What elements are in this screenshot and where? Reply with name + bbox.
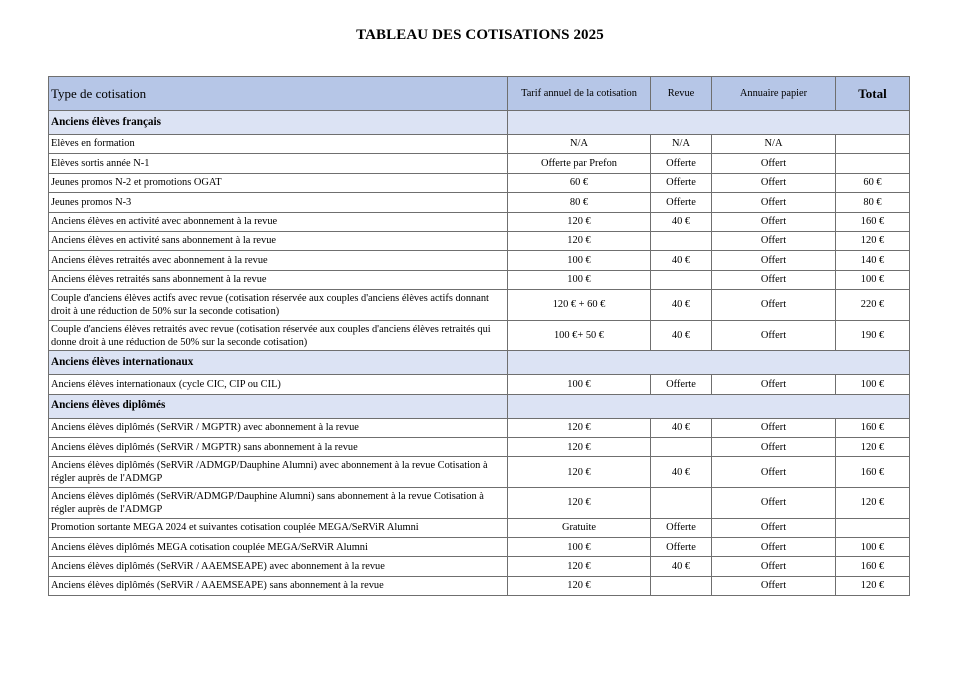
cell-tarif: 120 € <box>508 576 651 595</box>
cotisations-table <box>48 76 910 596</box>
cell-annuaire: Offert <box>712 438 836 457</box>
cell-annuaire: Offert <box>712 193 836 212</box>
cell-tarif: 120 € <box>508 438 651 457</box>
cell-annuaire: Offert <box>712 457 836 488</box>
header-annuaire: Annuaire papier <box>712 77 836 111</box>
table-row <box>49 290 910 321</box>
cell-total <box>836 154 910 173</box>
cell-revue: 40 € <box>651 320 712 351</box>
cell-type: Anciens élèves en activité sans abonnement à la revue <box>49 231 508 250</box>
cell-tarif: 120 € <box>508 457 651 488</box>
cell-tarif: 100 €+ 50 € <box>508 320 651 351</box>
cell-annuaire: Offert <box>712 251 836 270</box>
cell-type: Jeunes promos N-3 <box>49 193 508 212</box>
cell-type: Anciens élèves diplômés (SeRViR / MGPTR) sans abonnement à la revue <box>49 438 508 457</box>
cell-annuaire: Offert <box>712 231 836 250</box>
cell-revue: Offerte <box>651 518 712 537</box>
cell-annuaire: Offert <box>712 557 836 576</box>
cell-tarif: 120 € <box>508 231 651 250</box>
table-header-row <box>49 77 910 111</box>
cell-annuaire: Offert <box>712 320 836 351</box>
cell-revue <box>651 231 712 250</box>
cell-type: Promotion sortante MEGA 2024 et suivantes cotisation couplée MEGA/SeRViR Alumni <box>49 518 508 537</box>
cell-total: 120 € <box>836 438 910 457</box>
table-row <box>49 418 910 437</box>
cell-tarif: 120 € <box>508 212 651 231</box>
cell-revue: Offerte <box>651 538 712 557</box>
cell-total: 80 € <box>836 193 910 212</box>
cell-annuaire: Offert <box>712 418 836 437</box>
table-row <box>49 538 910 557</box>
cell-tarif: 80 € <box>508 193 651 212</box>
cell-total: 60 € <box>836 173 910 192</box>
table-row <box>49 135 910 154</box>
cell-total: 120 € <box>836 576 910 595</box>
cell-annuaire: Offert <box>712 154 836 173</box>
cell-tarif: 100 € <box>508 375 651 394</box>
cell-type: Jeunes promos N-2 et promotions OGAT <box>49 173 508 192</box>
cell-total: 140 € <box>836 251 910 270</box>
cell-type: Elèves en formation <box>49 135 508 154</box>
cell-type: Anciens élèves diplômés (SeRViR/ADMGP/Dauphine Alumni) sans abonnement à la revue Cotisation à régler auprès de l'ADMGP <box>49 488 508 519</box>
cell-tarif: Offerte par Prefon <box>508 154 651 173</box>
header-revue: Revue <box>651 77 712 111</box>
header-type: Type de cotisation <box>49 77 508 111</box>
cell-revue <box>651 576 712 595</box>
section-header-row <box>49 351 910 375</box>
cell-type: Anciens élèves diplômés (SeRViR / AAEMSEAPE) avec abonnement à la revue <box>49 557 508 576</box>
cell-type: Anciens élèves diplômés (SeRViR /ADMGP/Dauphine Alumni) avec abonnement à la revue Cotisation à régler auprès de l'ADMGP <box>49 457 508 488</box>
cell-tarif: 120 € + 60 € <box>508 290 651 321</box>
cell-tarif: 100 € <box>508 251 651 270</box>
cell-total: 100 € <box>836 270 910 289</box>
section-header-fill <box>508 111 910 135</box>
table-row <box>49 212 910 231</box>
header-tarif: Tarif annuel de la cotisation <box>508 77 651 111</box>
section-title: Anciens élèves internationaux <box>49 351 508 375</box>
cell-annuaire: N/A <box>712 135 836 154</box>
cell-total: 100 € <box>836 538 910 557</box>
cell-revue <box>651 438 712 457</box>
section-header-fill <box>508 394 910 418</box>
cell-total: 160 € <box>836 557 910 576</box>
cell-revue: 40 € <box>651 290 712 321</box>
header-total: Total <box>836 77 910 111</box>
cell-type: Elèves sortis année N-1 <box>49 154 508 173</box>
cell-revue: 40 € <box>651 251 712 270</box>
section-header-row <box>49 394 910 418</box>
cell-type: Anciens élèves en activité avec abonnement à la revue <box>49 212 508 231</box>
cell-total: 120 € <box>836 231 910 250</box>
cell-annuaire: Offert <box>712 270 836 289</box>
cell-annuaire: Offert <box>712 212 836 231</box>
cell-annuaire: Offert <box>712 518 836 537</box>
table-row <box>49 576 910 595</box>
cell-type: Anciens élèves retraités sans abonnement à la revue <box>49 270 508 289</box>
table-row <box>49 438 910 457</box>
cell-tarif: 60 € <box>508 173 651 192</box>
table-row <box>49 457 910 488</box>
table-row <box>49 557 910 576</box>
cell-total: 100 € <box>836 375 910 394</box>
table-body <box>49 111 910 596</box>
table-row <box>49 154 910 173</box>
table-row <box>49 320 910 351</box>
cell-total: 220 € <box>836 290 910 321</box>
table-row <box>49 251 910 270</box>
cell-annuaire: Offert <box>712 173 836 192</box>
cell-type: Anciens élèves diplômés MEGA cotisation couplée MEGA/SeRViR Alumni <box>49 538 508 557</box>
section-title: Anciens élèves diplômés <box>49 394 508 418</box>
cell-revue <box>651 488 712 519</box>
cell-tarif: Gratuite <box>508 518 651 537</box>
cell-revue: 40 € <box>651 557 712 576</box>
cell-total: 160 € <box>836 418 910 437</box>
cell-annuaire: Offert <box>712 488 836 519</box>
cell-type: Anciens élèves retraités avec abonnement à la revue <box>49 251 508 270</box>
cell-revue: N/A <box>651 135 712 154</box>
cell-annuaire: Offert <box>712 375 836 394</box>
cell-total: 120 € <box>836 488 910 519</box>
cell-total: 190 € <box>836 320 910 351</box>
cell-annuaire: Offert <box>712 576 836 595</box>
cell-annuaire: Offert <box>712 538 836 557</box>
cell-revue: Offerte <box>651 375 712 394</box>
cell-type: Couple d'anciens élèves retraités avec revue (cotisation réservée aux couples d'anciens élèves retraités qui donne droit à une réduction de 50% sur la seconde cotisation) <box>49 320 508 351</box>
cell-tarif: N/A <box>508 135 651 154</box>
cell-revue: Offerte <box>651 173 712 192</box>
cell-type: Anciens élèves internationaux (cycle CIC, CIP ou CIL) <box>49 375 508 394</box>
cell-tarif: 120 € <box>508 418 651 437</box>
table-row <box>49 231 910 250</box>
cell-type: Anciens élèves diplômés (SeRViR / AAEMSEAPE) sans abonnement à la revue <box>49 576 508 595</box>
cell-revue <box>651 270 712 289</box>
cell-annuaire: Offert <box>712 290 836 321</box>
table-row <box>49 518 910 537</box>
section-header-row <box>49 111 910 135</box>
cell-total: 160 € <box>836 212 910 231</box>
table-row <box>49 173 910 192</box>
table-row <box>49 193 910 212</box>
cell-tarif: 100 € <box>508 538 651 557</box>
cell-revue: 40 € <box>651 212 712 231</box>
cell-tarif: 120 € <box>508 488 651 519</box>
cell-tarif: 100 € <box>508 270 651 289</box>
cell-revue: Offerte <box>651 154 712 173</box>
table-row <box>49 375 910 394</box>
cell-revue: 40 € <box>651 457 712 488</box>
cell-tarif: 120 € <box>508 557 651 576</box>
table-row <box>49 270 910 289</box>
cell-total <box>836 135 910 154</box>
cell-total: 160 € <box>836 457 910 488</box>
section-title: Anciens élèves français <box>49 111 508 135</box>
table-row <box>49 488 910 519</box>
cell-revue: 40 € <box>651 418 712 437</box>
section-header-fill <box>508 351 910 375</box>
page-title: TABLEAU DES COTISATIONS 2025 <box>356 27 604 43</box>
cell-revue: Offerte <box>651 193 712 212</box>
cell-type: Couple d'anciens élèves actifs avec revue (cotisation réservée aux couples d'anciens élèves actifs donnant droit à une réduction de 50% sur la seconde cotisation) <box>49 290 508 321</box>
cell-type: Anciens élèves diplômés (SeRViR / MGPTR) avec abonnement à la revue <box>49 418 508 437</box>
cell-total <box>836 518 910 537</box>
